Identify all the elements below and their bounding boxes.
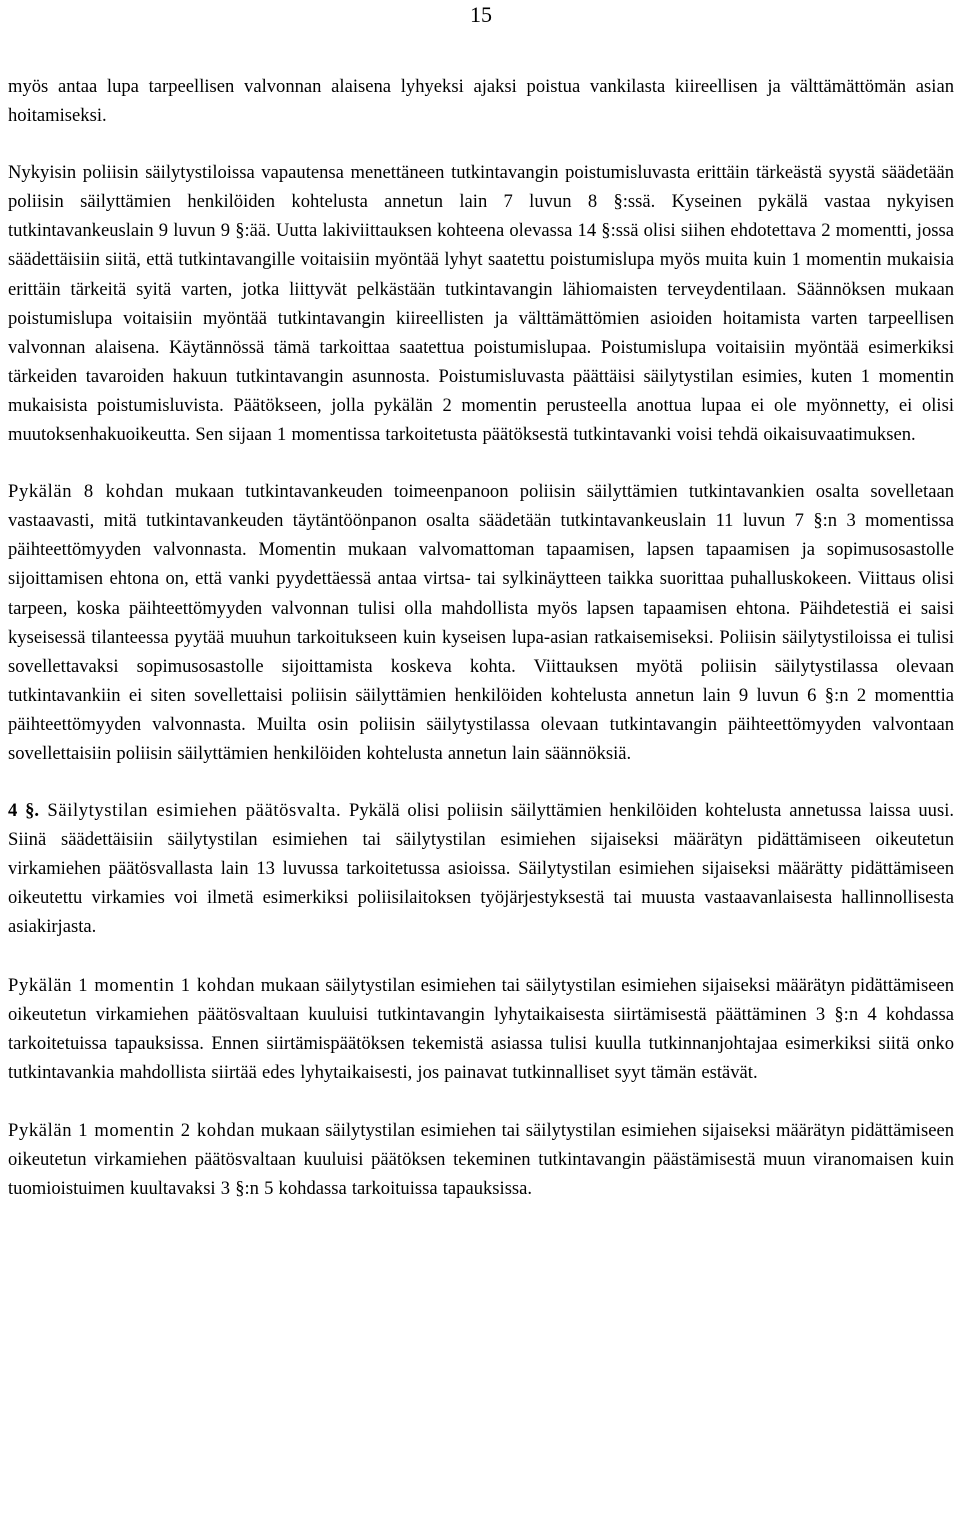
paragraph-continuation [8,72,954,130]
paragraph-text: myös antaa lupa tarpeellisen valvonnan alaisena lyhyeksi ajaksi poistua vankilasta kiireellisen ja välttämättömän asian hoitamiseksi. [8,76,954,127]
paragraph-section-4-heading [8,796,954,941]
paragraph-lead: Pykälän 1 momentin 1 kohdan [8,974,256,996]
section-title: Säilytystilan esimiehen päätösvalta. [39,800,342,822]
page-number: 15 [470,2,492,27]
paragraph-item-2 [8,1116,954,1203]
paragraph-text: mukaan tutkintavankeuden toimeenpanoon poliisin säilyttämien tutkintavankien osalta sovelletaan vastaavasti, mitä tutkintavankeuden täytäntöönpanon osalta säädetään tutkintavankeuslain 11 luvun 7 §:n 3 momentissa päihteettömyyden valvonnasta. Momentin mukaan valvomattoman tapaamisen, lapsen tapaamisen ja sopimusosastolle sijoittamisen ehtona on, että vanki pyydettäessä antaa virtsa- tai sylkinäytteen taikka suorittaa puhalluskokeen. Viittaus olisi tarpeen, koska päihteettömyyden valvonnan tulisi olla mahdollista myös lapsen tapaamisen ehtona. Päihdetestiä ei saisi kyseisessä tilanteessa pyytää muuhun tarkoitukseen kuin kyseisen lupa-asian ratkaisemiseksi. Poliisin säilytystiloissa ei tulisi sovellettavaksi sopimusosastolle sijoittamista koskeva kohta. Viittauksen myötä poliisin säilytystilassa olevaan tutkintavankiin ei siten sovellettaisi poliisin säilyttämien henkilöiden kohtelusta annetun lain 9 luvun 6 §:n 2 momenttia päihteettömyyden valvonnasta. Muilta osin poliisin säilytystilassa olevaan tutkintavangin päihteettömyyden valvontaan sovellettaisiin poliisin säilyttämien henkilöiden kohtelusta annetun lain säännöksiä. [8,481,954,764]
paragraph-section-8 [8,477,954,768]
paragraph-lead: Pykälän 1 momentin 2 kohdan [8,1119,256,1141]
section-number: 4 §. [8,800,40,822]
paragraph-text: mukaan säilytystilan esimiehen tai säilytystilan esimiehen sijaiseksi määrätyn pidättämiseen oikeutetun virkamiehen päätösvaltaan kuuluisi tutkintavangin lyhytaikaisesta siirtämisestä päättäminen 3 §:n 4 kohdassa tarkoitetuissa tapauksissa. Ennen siirtämispäätöksen tekemistä asiassa tulisi kuulla tutkinnanjohtajaa esimerkiksi siitä onko tutkintavankia mahdollista siirtää edes lyhytaikaisesti, jos painavat tutkinnalliset syyt tämän estävät. [8,974,954,1083]
paragraph-lead: Pykälän 8 kohdan [8,481,164,503]
paragraph-item-1 [8,971,954,1087]
paragraph-text: Nykyisin poliisin säilytystiloissa vapautensa menettäneen tutkintavangin poistumisluvasta erittäin tärkeästä syystä säädetään poliisin säilyttämien henkilöiden kohtelusta annetun lain 7 luvun 8 §:ssä. Kyseinen pykälä vastaa nykyisen tutkintavankeuslain 9 luvun 9 §:ää. Uutta lakiviittauksen kohteena olevassa 14 §:ssä olisi siihen ehdotettava 2 momentti, jossa säädettäisiin siitä, että tutkintavangille voitaisiin myöntää lyhyt saatettu poistumislupa myös muita kuin 1 momentin mukaisia erittäin tärkeitä syitä varten, jotka liittyvät pelkästään tutkintavangin lähiomaisten terveydentilaan. Säännöksen mukaan poistumislupa voitaisiin myöntää tutkintavangin kiireellisten ja välttämättömien asioiden hoitamista varten tarpeellisen valvonnan alaisena. Käytännössä tämä tarkoittaa saatettua poistumislupaa. Poistumislupa voitaisiin myöntää esimerkiksi tärkeiden tavaroiden hakuun tutkintavangin asunnosta. Poistumisluvasta päättäisi säilytystilan esimies, kuten 1 momentin mukaisista poistumisluvista. Päätökseen, jolla pykälän 2 momentin perusteella anottua lupaa ei ole myönnetty, ei olisi muutoksenhakuoikeutta. Sen sijaan 1 momentissa tarkoitetusta päätöksestä tutkintavanki voisi tehdä oikaisuvaatimuksen. [8,162,954,446]
paragraph-exit-permit [8,158,954,449]
paragraph-text: mukaan säilytystilan esimiehen tai säilytystilan esimiehen sijaiseksi määrätyn pidättämiseen oikeutetun virkamiehen päätösvaltaan kuuluisi päätöksen tekeminen tutkintavangin päästämisestä muun viranomaisen kuin tuomioistuimen kuultavaksi 3 §:n 5 kohdassa tarkoituissa tapauksissa. [8,1119,954,1200]
document-body [8,72,954,1231]
paragraph-text: Pykälä olisi poliisin säilyttämien henkilöiden kohtelusta annetussa laissa uusi. Siinä säädettäisiin säilytystilan esimiehen tai säilytystilan esimiehen sijaiseksi määrätyn pidättämiseen oikeutetun virkamiehen päätösvallasta lain 13 luvussa tarkoitetussa asioissa. Säilytystilan esimiehen sijaiseksi määrätty pidättämiseen oikeutettu virkamies voi ilmetä esimerkiksi poliisilaitoksen työjärjestyksestä tai muusta vastaavanlaisesta hallinnollisesta asiakirjasta. [8,800,955,938]
